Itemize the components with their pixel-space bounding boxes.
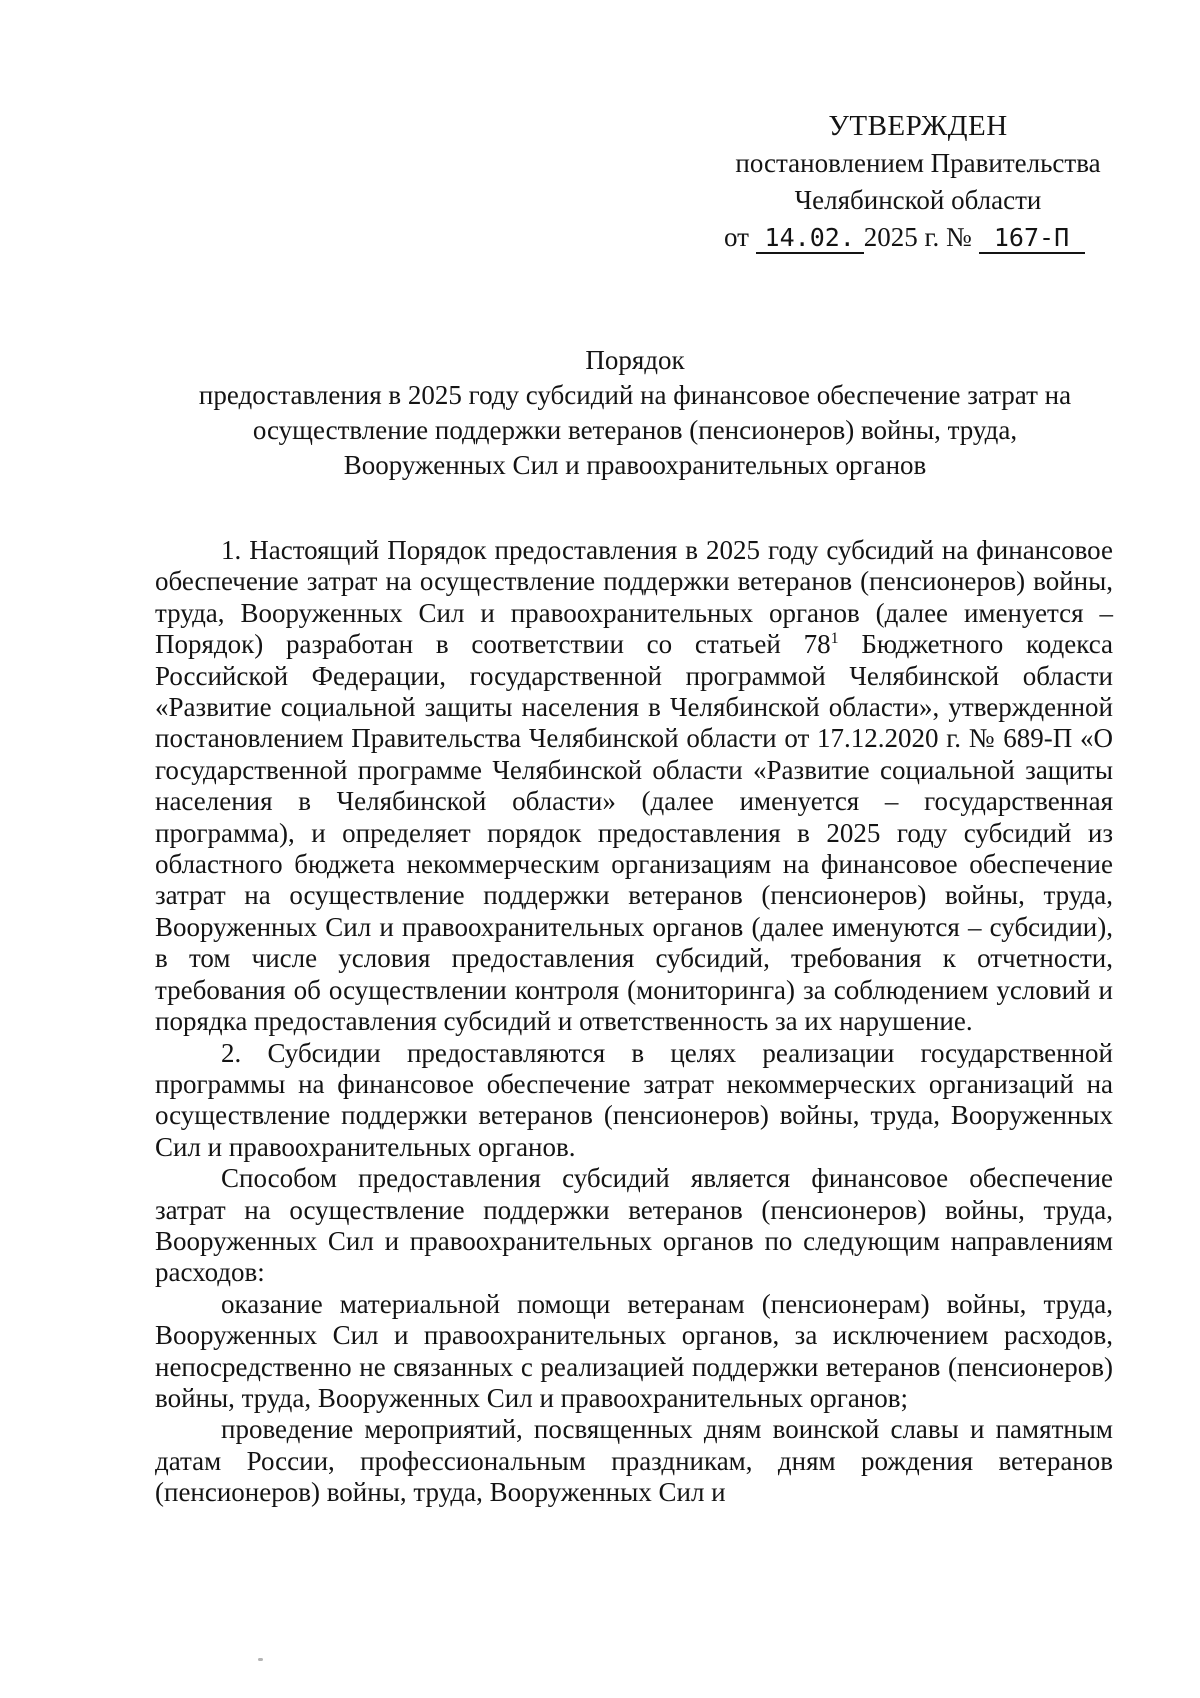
document-subtitle-line-3: Вооруженных Сил и правоохранительных органов	[343, 450, 927, 480]
approval-line-region: Челябинской области	[794, 185, 1042, 215]
paragraph-1	[155, 535, 1113, 1038]
decree-date-field: 14.02.	[756, 224, 864, 254]
paragraph-1-text-a: 1. Настоящий Порядок предоставления в 2025 году субсидий на финансовое обеспечение затрат на осуществление поддержки ветеранов (пенсионеров) войны, труда, Вооруженных Сил и правоохранительных органов (далее именуется – Порядок) разработан в соответствии со статьей 78	[155, 535, 1113, 660]
paragraph-4: оказание материальной помощи ветеранам (пенсионерам) войны, труда, Вооруженных Сил и правоохранительных органов, за исключением расходов, непосредственно не связанных с реализацией поддержки ветеранов (пенсионеров) войны, труда, Вооруженных Сил и правоохранительных органов;	[155, 1288, 1113, 1413]
approval-line-government: постановлением Правительства	[735, 148, 1101, 178]
decree-number-field: 167-П	[979, 224, 1085, 254]
approval-block	[720, 108, 1116, 256]
document-title: Порядок	[585, 345, 685, 375]
document-body	[155, 535, 1113, 1509]
paragraph-2: 2. Субсидии предоставляются в целях реализации государственной программы на финансовое обеспечение затрат некоммерческих организаций на осуществление поддержки ветеранов (пенсионеров) войны, труда, Вооруженных Сил и правоохранительных органов.	[155, 1037, 1113, 1162]
date-year-label: 2025 г. №	[863, 222, 972, 252]
document-title-block	[150, 343, 1120, 483]
approval-date-line	[720, 219, 1116, 256]
paragraph-3: Способом предоставления субсидий является финансовое обеспечение затрат на осуществление поддержки ветеранов (пенсионеров) войны, труда, Вооруженных Сил и правоохранительных органов по следующим направлениям расходов:	[155, 1163, 1113, 1288]
paragraph-5: проведение мероприятий, посвященных дням воинской славы и памятным датам России, профессиональным праздникам, дням рождения ветеранов (пенсионеров) войны, труда, Вооруженных Сил и	[155, 1414, 1113, 1508]
approval-title: УТВЕРЖДЕН	[828, 110, 1008, 142]
article-superscript: 1	[830, 630, 839, 648]
scan-speck	[258, 1658, 263, 1661]
paragraph-1-text-b: Бюджетного кодекса Российской Федерации, государственной программой Челябинской области «Развитие социальной защиты населения в Челябинской области», утвержденной постановлением Правительства Челябинской области от 17.12.2020 г. № 689-П «О государственной программе Челябинской области «Развитие социальной защиты населения в Челябинской области» (далее именуется – государственная программа), и определяет порядок предоставления в 2025 году субсидий из областного бюджета некоммерческим организациям на финансовое обеспечение затрат на осуществление поддержки ветеранов (пенсионеров) войны, труда, Вооруженных Сил и правоохранительных органов (далее именуются – субсидии), в том числе условия предоставления субсидий, требования к отчетности, требования об осуществлении контроля (мониторинга) за соблюдением условий и порядка предоставления субсидий и ответственность за их нарушение.	[155, 629, 1113, 1037]
document-subtitle-line-2: осуществление поддержки ветеранов (пенсионеров) войны, труда,	[252, 415, 1018, 445]
date-prefix: от	[724, 222, 749, 252]
document-subtitle-line-1: предоставления в 2025 году субсидий на финансовое обеспечение затрат на	[198, 380, 1072, 410]
